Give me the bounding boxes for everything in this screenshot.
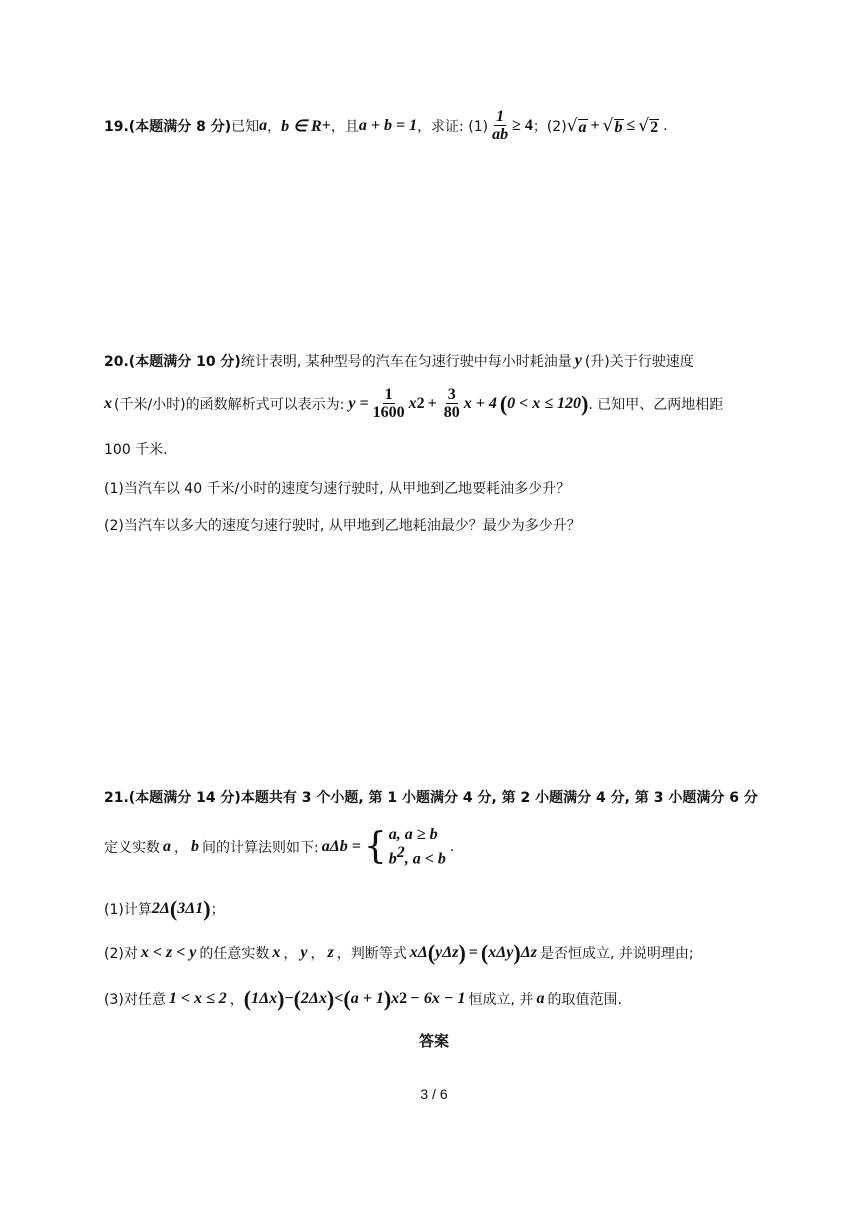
q21-part-2-lparen-1: ( [427,940,436,965]
q20-line-1 [104,351,694,371]
q19-sqrt-2: √ 2 [638,115,659,136]
q19-line [104,108,668,143]
q19-frac-den: ab [492,126,509,143]
q19-le: ≤ [626,116,636,134]
q19-text-2: ，且 [330,118,359,135]
q21-def-var-a: a [163,838,171,856]
q21-part-3-paren-3o: ( [343,986,351,1011]
q21-part-3-expr-2: 2Δx [300,990,327,1007]
q21-part-2-lhs: xΔ [409,944,428,961]
q19-end: . [663,117,668,134]
q19-var-a: a [259,116,268,134]
q21-part-2-lhs-inner: yΔz [435,944,459,961]
q21-part-3-expr-1: 1Δx [251,990,278,1007]
q20-text-1a: 统计表明, 某种型号的汽车在匀速行驶中每小时耗油量 [240,354,572,370]
q21-part-3-paren-2o: ( [293,986,301,1011]
q21-part-2-rhs: Δz [520,944,537,961]
q21-part-3-sup: 2 [399,990,408,1007]
q20-heading: 20.(本题满分 10 分) [104,354,241,370]
q19-b-in-r: b ∈ R [281,117,322,135]
q21-part-1-paren-open: ( [169,896,178,921]
q19-sqrt-a-arg: a [578,118,587,136]
q20-frac-2 [442,386,462,421]
q21-brace: { [363,826,387,868]
q21-part-2-var-z: z [327,944,334,961]
q20-formula-x2: x [408,394,417,412]
q21-def-end: . [449,839,455,856]
q21-case-1: a, a ≥ b [388,826,438,843]
q20-line-3 [104,439,168,459]
q21-part-3-var-a: a [536,990,545,1007]
answer-heading: 答案 [418,1032,449,1050]
q21-part-3-paren-1c: ) [277,986,285,1011]
q21-part-3-text-b: 恒成立, 并 [468,992,534,1008]
q19-ge4: ≥ 4 [512,116,533,134]
q20-formula-y: y = [348,394,369,412]
q21-part-3-lt: < [334,990,344,1007]
q21-part-2-lparen-2: ( [480,940,489,965]
q21-case-2 [389,844,446,868]
q19-comma: ， [267,118,282,135]
q21-operator: aΔb = [321,838,361,856]
q21-part-2-rparen-1: ) [458,940,466,965]
q21-part-3-paren-3c: ) [383,986,392,1011]
q21-part-3-minus: − [284,990,294,1007]
q20-formula-rest: x + 4 [463,394,497,412]
q19-text-4: ；(2) [532,118,567,135]
q21-part-3-text-a: (3)对任意 [104,992,166,1008]
q21-part-3-tail: − 6x − 1 [410,990,466,1007]
q21-part-2-text-d: 是否恒成立, 并说明理由; [539,946,694,962]
q19-plus: + [590,116,600,134]
q21-case-2-sup: 2 [396,844,405,861]
q21-part-3-paren-2c: ) [326,986,335,1011]
q21-part-2-text-a: (2)对 [104,946,138,962]
q21-part-2-var-x: x [272,944,281,961]
q21-part-2-text-c: ，判断等式 [336,946,407,962]
q19-fraction [490,108,510,143]
q20-domain: 0 < x ≤ 120 [507,394,582,412]
q21-part-2-cond: x < z < y [140,944,197,961]
q19-heading: 19.(本题满分 8 分) [104,118,232,135]
q19-sqrt-b-arg: b [614,118,623,136]
q20-text-1b: (升)关于行驶速度 [584,354,694,370]
q20-text-2b: . 已知甲、乙两地相距 [588,396,724,413]
q19-text-3: ，求证: (1) [417,118,489,135]
q20-frac-2-num: 3 [447,386,456,403]
q20-frac-1-num: 1 [384,386,393,403]
q21-part-2-text-b: 的任意实数 [199,946,270,962]
q21-part-1-expr: 2Δ [151,900,170,917]
q21-definition [104,826,454,868]
q21-part-1-end: ； [210,902,225,918]
q21-part-2-eq: = [468,944,478,961]
q20-part-2-text: (2)当汽车以多大的速度匀速行驶时, 从甲地到乙地耗油最少？最少为多少升？ [104,518,581,534]
q20-sup-2: 2 [416,394,425,412]
q21-case-2-b: b [388,850,397,868]
q21-part-1 [104,896,225,922]
q21-def-var-b: b [191,838,199,856]
q21-heading: 21.(本题满分 14 分)本题共有 3 个小题, 第 1 小题满分 4 分, 第 2 小题满分 4 分, 第 3 小题满分 6 分 [104,790,758,806]
q19-equation: a + b = 1 [358,116,418,134]
q20-frac-1-den: 1600 [372,404,405,421]
q19-sqrt-a: √ a [566,115,587,136]
q21-part-3-x: x [391,990,400,1007]
q19-sqrt-b: √ b [602,115,623,136]
q20-frac-2-den: 80 [443,404,460,421]
q19-text: 已知 [231,118,260,135]
q21-part-3-cond: 1 < x ≤ 2 [168,990,227,1007]
q21-part-3-expr-3: a + 1 [350,990,384,1007]
q20-line-2 [104,386,723,421]
q21-part-2-rparen-2: ) [513,940,521,965]
q21-part-3-paren-1o: ( [243,986,252,1011]
q20-part-1-text: (1)当汽车以 40 千米/小时的速度匀速行驶时, 从甲地到乙地要耗油多少升？ [104,481,571,497]
q20-text-3: 100 千米. [104,442,168,458]
q21-def-text-c: 间的计算法则如下: [202,840,319,857]
q21-part-2-var-y: y [300,944,308,961]
q19-sqrt-2-arg: 2 [650,118,659,136]
q20-part-1 [104,478,570,498]
q21-part-1-text: (1)计算 [104,902,152,918]
q20-plus: + [427,394,437,412]
q21-def-comma: ， [174,840,188,857]
q19-sup-plus: + [321,116,331,134]
q20-paren-close: ) [581,390,589,416]
q20-paren-open: ( [499,390,508,416]
q21-part-1-paren-close: ) [203,896,211,921]
q21-part-2: (2)对 x < z < y 的任意实数 x ， y ， z ，判断等式 xΔ ( yΔz ) = ( xΔy ) Δz 是否恒成立, 并说明理由; [104,940,694,965]
q21-part-1-inner: 3Δ1 [177,900,204,917]
q21-def-text-a: 定义实数 [104,840,160,857]
q21-heading-line [104,787,758,807]
q20-var-x: x [104,394,112,412]
q20-text-2a: (千米/小时)的函数解析式可以表示为: [114,396,345,413]
q19-frac-num: 1 [496,108,505,125]
q20-frac-1 [371,386,407,421]
q20-var-y: y [574,352,582,369]
q20-part-2 [104,515,581,535]
q21-case-2-rest: , a < b [404,850,446,868]
page-number: 3 / 6 [420,1086,448,1102]
q21-cases [389,826,446,868]
q21-part-3: (3)对任意 1 < x ≤ 2 ， ( 1Δx ) − ( 2Δx ) < ( a + 1 ) x 2 − 6x − 1 恒成立, 并 a 的取值范围. [104,986,622,1011]
q21-part-2-rhs-inner: xΔy [488,944,514,961]
q21-part-3-text-c: 的取值范围. [547,992,622,1008]
